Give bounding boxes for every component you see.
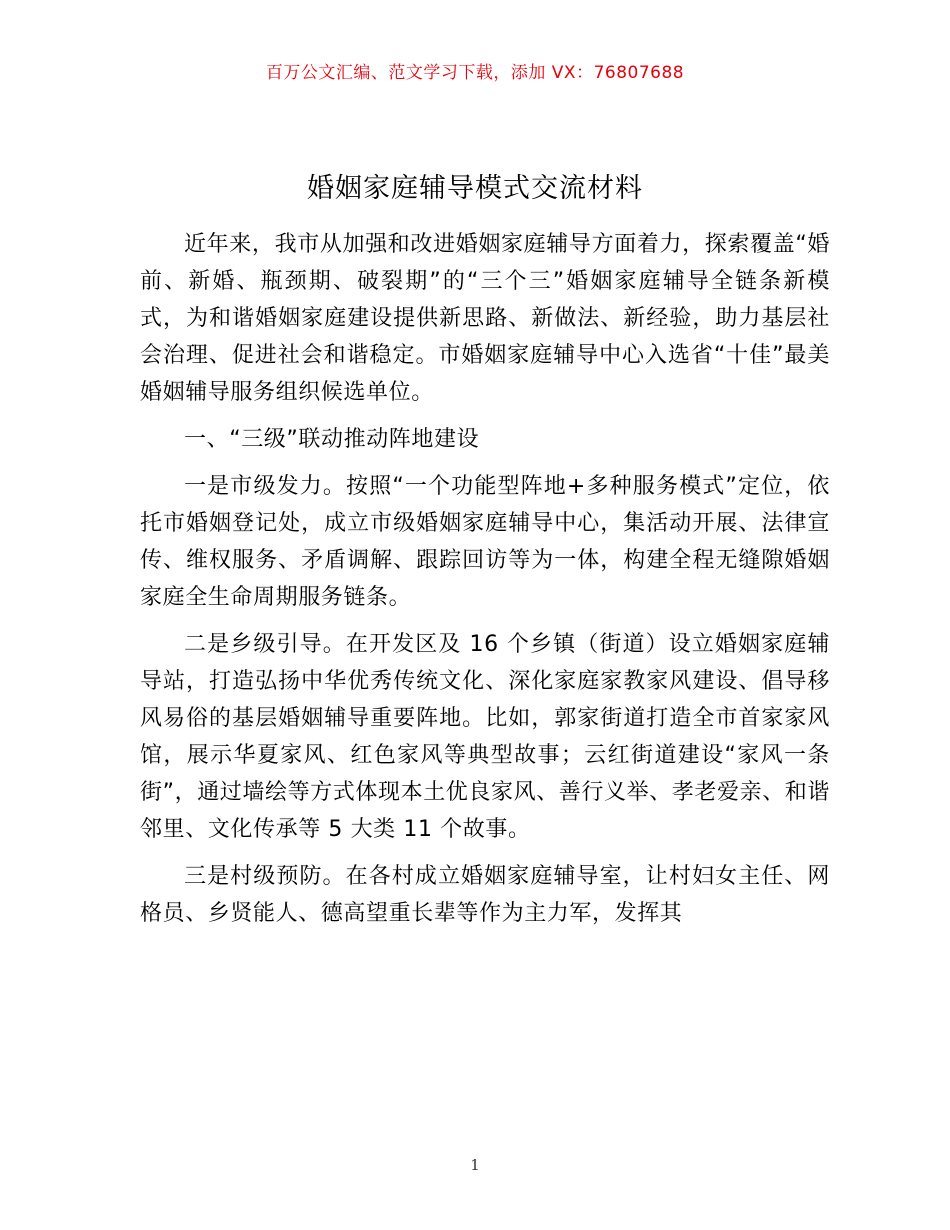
paragraph-city-level: 一是市级发力。按照“一个功能型阵地+多种服务模式”定位，依托市婚姻登记处，成立市级婚姻家庭辅导中心，集活动开展、法律宣传、维权服务、矛盾调解、跟踪回访等为一体，构建全程无缝隙婚姻家庭全生命周期服务链条。 — [140, 474, 830, 610]
paragraph-village-level: 三是村级预防。在各村成立婚姻家庭辅导室，让村妇女主任、网格员、乡贤能人、德高望重长辈等作为主力军，发挥其 — [140, 864, 830, 926]
document-body — [140, 226, 830, 942]
document-title: 婚姻家庭辅导模式交流材料 — [307, 173, 643, 204]
paragraph-intro: 近年来，我市从加强和改进婚姻家庭辅导方面着力，探索覆盖“婚前、新婚、瓶颈期、破裂期”的“三个三”婚姻家庭辅导全链条新模式，为和谐婚姻家庭建设提供新思路、新做法、新经验，助力基层社会治理、促进社会和谐稳定。市婚姻家庭辅导中心入选省“十佳”最美婚姻辅导服务组织候选单位。 — [140, 232, 830, 405]
section-heading-1: 一、“三级”联动推动阵地建设 — [184, 427, 480, 452]
page-number: 1 — [470, 1156, 480, 1174]
watermark-header: 百万公文汇编、范文学习下载，添加 VX：76807688 — [265, 63, 685, 83]
paragraph-township-level: 二是乡级引导。在开发区及 16 个乡镇（街道）设立婚姻家庭辅导站，打造弘扬中华优秀传统文化、深化家庭家教家风建设、倡导移风易俗的基层婚姻辅导重要阵地。比如，郭家街道打造全市首家家风馆，展示华夏家风、红色家风等典型故事；云红街道建设“家风一条街”，通过墙绘等方式体现本土优良家风、善行义举、孝老爱亲、和谐邻里、文化传承等 5 大类 11 个故事。 — [140, 632, 830, 842]
